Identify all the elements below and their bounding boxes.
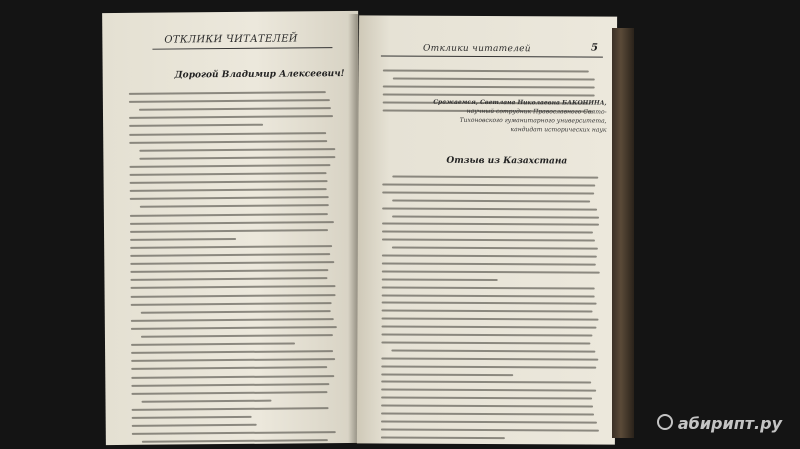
text-line bbox=[131, 358, 335, 362]
text-line bbox=[381, 436, 505, 439]
text-line bbox=[382, 239, 595, 242]
text-line bbox=[131, 302, 332, 306]
text-line bbox=[382, 310, 593, 313]
signature-line4: кандидат исторических наук bbox=[510, 126, 607, 134]
text-line bbox=[382, 191, 594, 194]
signature-name: Сражаемся, Светлана Николаевна БАКОНИНА, bbox=[433, 98, 607, 107]
text-line bbox=[382, 254, 597, 257]
text-line bbox=[129, 99, 330, 103]
right-page-heading: Отзыв из Казахстана bbox=[446, 155, 568, 167]
text-line bbox=[392, 199, 590, 202]
left-page-heading: Дорогой Владимир Алексеевич! bbox=[174, 69, 345, 81]
text-line bbox=[383, 85, 595, 88]
text-line bbox=[142, 439, 328, 443]
text-line bbox=[130, 245, 332, 249]
text-line bbox=[140, 205, 329, 209]
text-line bbox=[141, 334, 333, 338]
text-line bbox=[142, 399, 272, 402]
text-line bbox=[130, 180, 328, 184]
watermark bbox=[657, 414, 782, 433]
text-line bbox=[131, 383, 329, 387]
text-line bbox=[130, 253, 330, 257]
text-line bbox=[381, 405, 593, 408]
text-line bbox=[393, 78, 595, 81]
text-line bbox=[129, 164, 330, 168]
text-line bbox=[139, 156, 335, 160]
text-line bbox=[381, 389, 596, 392]
text-line bbox=[383, 69, 589, 72]
text-line bbox=[381, 326, 596, 329]
text-line bbox=[382, 223, 599, 226]
text-line bbox=[130, 261, 334, 265]
text-line bbox=[392, 215, 599, 218]
text-line bbox=[382, 318, 599, 321]
text-line bbox=[381, 420, 597, 423]
text-line bbox=[129, 132, 326, 136]
text-line bbox=[382, 270, 600, 273]
text-line bbox=[392, 247, 598, 250]
text-line bbox=[381, 428, 599, 431]
right-running-head: Отклики читателей bbox=[422, 43, 531, 55]
text-line bbox=[129, 124, 263, 127]
text-line bbox=[132, 407, 329, 411]
text-line bbox=[129, 91, 326, 95]
text-line bbox=[131, 285, 336, 289]
text-line bbox=[131, 294, 336, 298]
text-line bbox=[141, 310, 331, 314]
text-line bbox=[381, 333, 592, 336]
text-line bbox=[382, 183, 595, 186]
text-line bbox=[130, 172, 327, 176]
text-line bbox=[382, 262, 596, 265]
text-line bbox=[129, 140, 327, 144]
text-line bbox=[132, 416, 252, 419]
text-line bbox=[130, 188, 327, 192]
text-line bbox=[382, 207, 597, 210]
book-page-edges bbox=[612, 28, 634, 438]
text-line bbox=[130, 238, 236, 241]
text-line bbox=[139, 148, 335, 152]
text-line bbox=[381, 341, 590, 344]
signature-block bbox=[407, 98, 607, 135]
text-line bbox=[382, 286, 595, 289]
text-line bbox=[381, 412, 594, 415]
text-line bbox=[381, 357, 598, 360]
signature-line2: научный сотрудник Православного Свято- bbox=[466, 107, 607, 116]
text-line bbox=[129, 115, 333, 119]
text-line bbox=[130, 277, 327, 281]
page-number: 5 bbox=[590, 42, 598, 54]
text-line bbox=[131, 367, 327, 371]
text-line bbox=[131, 318, 334, 322]
text-line bbox=[130, 213, 328, 217]
text-line bbox=[381, 365, 596, 368]
text-line bbox=[382, 278, 498, 281]
left-running-head: ОТКЛИКИ ЧИТАТЕЛЕЙ bbox=[164, 33, 298, 46]
right-head-rule bbox=[381, 55, 603, 57]
text-line bbox=[381, 397, 592, 400]
eye-logo-icon bbox=[657, 414, 673, 430]
right-page bbox=[357, 15, 617, 444]
left-head-rule bbox=[152, 47, 332, 50]
text-line bbox=[131, 391, 327, 395]
text-line bbox=[130, 229, 328, 233]
text-line bbox=[391, 349, 595, 352]
watermark-text: абирипт.ру bbox=[677, 414, 782, 433]
signature-line3: Тихоновского гуманитарного университета, bbox=[459, 116, 607, 125]
text-line bbox=[131, 375, 334, 379]
text-line bbox=[382, 302, 597, 305]
text-line bbox=[130, 269, 328, 273]
text-line bbox=[131, 343, 295, 346]
text-line bbox=[139, 107, 331, 111]
text-line bbox=[131, 350, 333, 354]
text-line bbox=[131, 326, 337, 330]
left-page bbox=[102, 11, 362, 445]
text-line bbox=[382, 294, 595, 297]
text-line bbox=[392, 176, 598, 179]
text-line bbox=[381, 381, 591, 384]
text-line bbox=[382, 231, 593, 234]
text-line bbox=[383, 93, 595, 96]
text-line bbox=[132, 424, 257, 427]
text-line bbox=[132, 431, 336, 435]
text-line bbox=[381, 373, 513, 376]
text-line bbox=[130, 196, 329, 200]
text-line bbox=[130, 221, 334, 225]
